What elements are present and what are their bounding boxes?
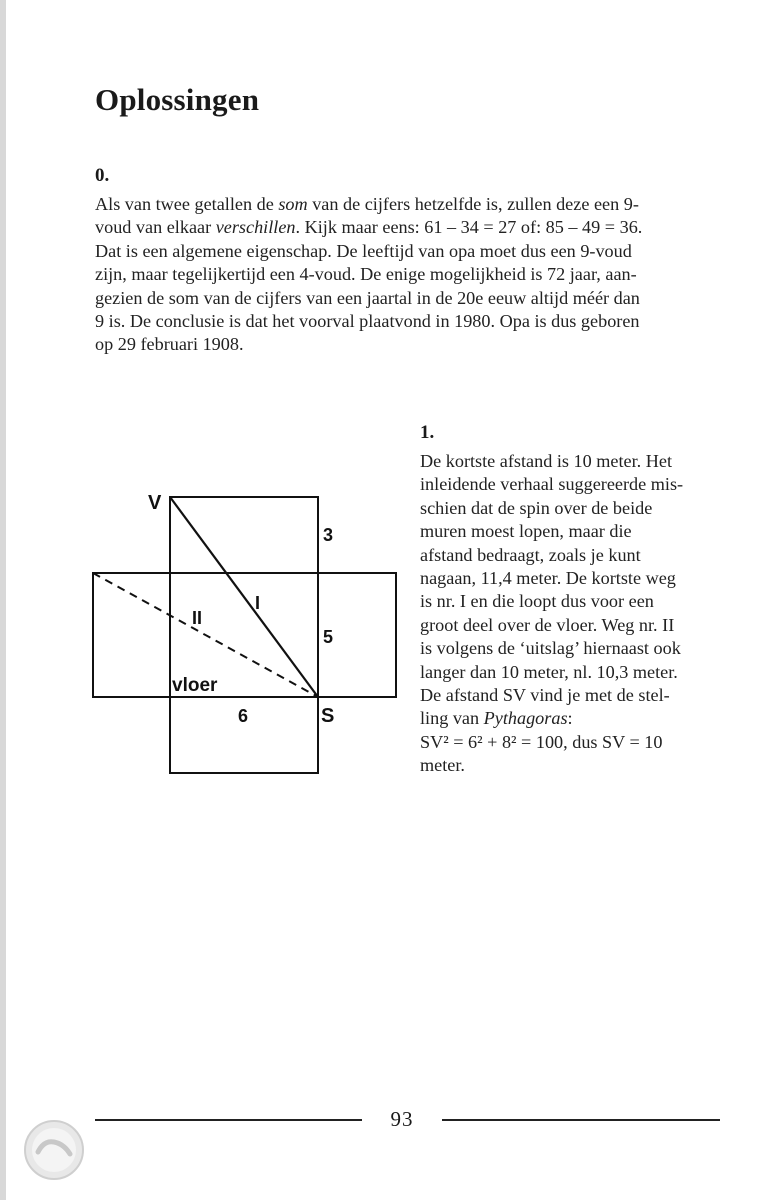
text-line: De kortste afstand is 10 meter. Het <box>420 451 673 471</box>
text-line: langer dan 10 meter, nl. 10,3 meter. <box>420 661 678 682</box>
page-number: 93 <box>390 1107 414 1131</box>
dimension-6-label: 6 <box>238 706 249 726</box>
page-edge <box>0 0 6 1200</box>
dimension-3-label: 3 <box>323 525 334 545</box>
vertex-v-label: V <box>148 492 162 514</box>
page-title: Oplossingen <box>95 82 260 117</box>
text-line: nagaan, 11,4 meter. De kortste weg <box>420 568 676 589</box>
text-line: Dat is een algemene eigenschap. De leeftijd van opa moet dus een 9-voud <box>95 240 632 261</box>
text-line: voud van elkaar verschillen. Kijk maar eens: 61 – 34 = 27 of: 85 – 49 = 36. <box>95 217 643 238</box>
text-line: is nr. I en die loopt dus voor een <box>420 591 654 612</box>
text-line: gezien de som van de cijfers van een jaartal in de 20e eeuw altijd méér dan <box>95 287 640 308</box>
text-line: afstand bedraagt, zoals je kunt <box>420 544 641 565</box>
text-line: zijn, maar tegelijkertijd een 4-voud. De enige mogelijkheid is 72 jaar, aan- <box>95 264 637 285</box>
section-0-number: 0. <box>95 165 110 186</box>
text-line: muren moest lopen, maar die <box>420 521 632 542</box>
vertex-s-label: S <box>321 705 335 727</box>
text-line: groot deel over de vloer. Weg nr. II <box>420 614 675 635</box>
path-one-label: I <box>255 593 261 613</box>
section-1-text <box>420 450 720 778</box>
text-line: De afstand SV vind je met de stel- <box>420 685 670 706</box>
text-line: ling van Pythagoras: <box>420 708 573 729</box>
text-line: inleidende verhaal suggereerde mis- <box>420 474 684 495</box>
formula-line: SV² = 6² + 8² = 100, dus SV = 10 <box>420 731 663 752</box>
floor-band <box>93 573 396 697</box>
room-unfolding-diagram <box>88 485 408 785</box>
section-1-number: 1. <box>420 422 435 443</box>
watermark-logo-icon <box>22 1118 86 1182</box>
text-line: schien dat de spin over de beide <box>420 497 653 518</box>
dimension-5-label: 5 <box>323 627 334 647</box>
text-line: 9 is. De conclusie is dat het voorval plaatvond in 1980. Opa is dus geboren <box>95 311 640 332</box>
text-line: Als van twee getallen de som van de cijfers hetzelfde is, zullen deze een 9- <box>95 194 639 214</box>
text-line: is volgens de ‘uitslag’ hiernaast ook <box>420 638 681 659</box>
section-0-text <box>95 193 710 357</box>
floor-label: vloer <box>172 675 218 696</box>
footer-rule-left <box>95 1119 362 1121</box>
text-line: meter. <box>420 755 465 776</box>
path-one-line <box>170 497 318 697</box>
text-line: op 29 februari 1908. <box>95 334 244 355</box>
path-two-label: II <box>192 608 203 628</box>
top-wall <box>170 497 318 573</box>
footer-rule-right <box>442 1119 720 1121</box>
